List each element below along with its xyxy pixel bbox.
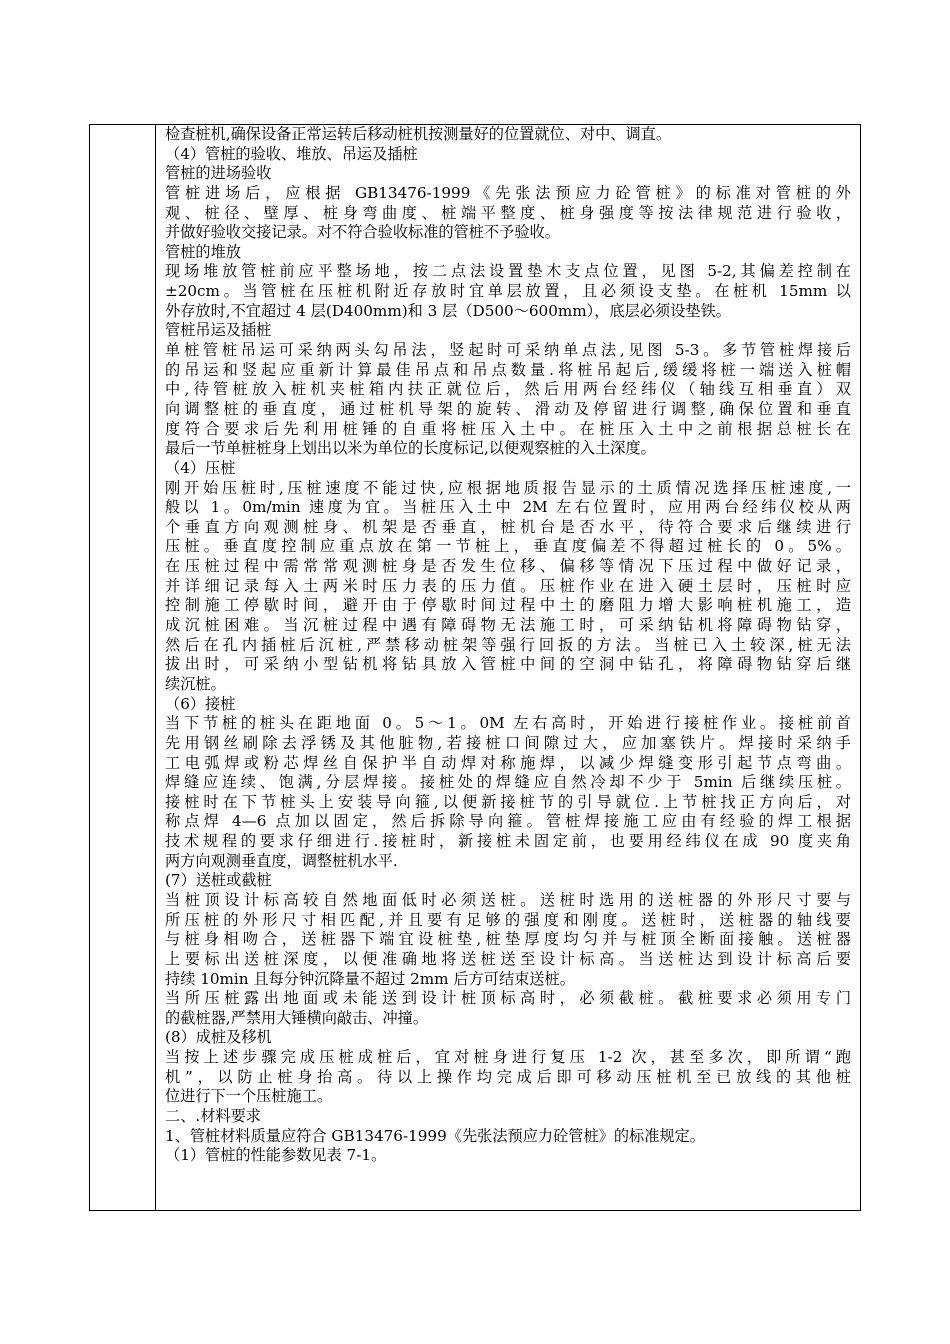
text-line: 在压桩过程中需常常观测桩身是否发生位移、偏移等情况下压过程中做好记录， <box>165 557 851 576</box>
document-table <box>89 124 861 1211</box>
text-line: 然后在孔内插桩后沉桩,严禁移动桩架等强行回扳的方法。当桩已入土较深,桩无法 <box>165 635 851 654</box>
text-line: 并详细记录每入土两米时压力表的压力值。压桩作业在进入硬土层时，压桩时应 <box>165 576 851 595</box>
text-line: 压桩。垂直度控制应重点放在第一节桩上，垂直度偏差不得超过桩长的 0。5%。 <box>165 537 851 556</box>
table-left-column <box>90 125 156 1210</box>
text-line: 单桩管桩吊运可采纳两头勾吊法，竖起时可采纳单点法,见图 5-3。多节管桩焊接后 <box>165 341 851 360</box>
text-line: 向调整桩的垂直度，通过桩机导架的旋转、滑动及停留进行调整,确保位置和垂直 <box>165 399 851 418</box>
text-line: 当桩顶设计标高较自然地面低时必须送桩。送桩时选用的送桩器的外形尺寸要与 <box>165 890 851 909</box>
text-line: 焊缝应连续、饱满,分层焊接。接桩处的焊缝应自然冷却不少于 5min 后继续压桩。 <box>165 773 851 792</box>
text-line: 当下节桩的桩头在距地面 0。5～1。0M 左右高时，开始进行接桩作业。接桩前首 <box>165 714 851 733</box>
text-line: 上要标出送桩深度，以便准确地将送桩送至设计标高。当送桩达到设计标高后要 <box>165 949 851 968</box>
text-line: 般以 1。0m/min 速度为宜。当桩压入土中 2M 左右位置时，应用两台经纬仪校从两 <box>165 498 851 517</box>
text-line: 管桩的进场验收 <box>165 164 272 183</box>
text-line: 机”，以防止桩身抬高。待以上操作均完成后即可移动压桩机至已放线的其他桩 <box>165 1067 851 1086</box>
text-line: 控制施工停歇时间，避开由于停歇时间过程中土的磨阻力增大影响桩机施工，造 <box>165 596 851 615</box>
text-line: 并做好验收交接记录。对不符合验收标准的管桩不予验收。 <box>165 223 560 242</box>
text-line: 的截桩器,严禁用大锤横向敲击、冲撞。 <box>165 1008 429 1027</box>
table-content-cell <box>165 125 851 1210</box>
text-line: 工电弧焊或粉芯焊丝自保护半自动焊对称施焊，以减少焊缝变形引起节点弯曲。 <box>165 753 851 772</box>
text-line: 外存放时,不宜超过 4 层(D400mm)和 3 层（D500～600mm），底层必须设垫铁。 <box>165 301 731 320</box>
text-line: 拔出时，可采纳小型钻机将钻具放入管桩中间的空洞中钻孔，将障碍物钻穿后继 <box>165 655 851 674</box>
text-line: 技术规程的要求仔细进行.接桩时，新接桩未固定前，也要用经纬仪在成 90 度夹角 <box>165 832 851 851</box>
text-line: 的吊运和竖起应重新计算最佳吊点和吊点数量.将桩吊起后,缓缓将桩一端送入桩帽 <box>165 360 851 379</box>
text-line: 现场堆放管桩前应平整场地，按二点法设置垫木支点位置，见图 5-2,其偏差控制在 <box>165 262 851 281</box>
text-line: 管桩进场后，应根据 GB13476-1999《先张法预应力砼管桩》的标准对管桩的外 <box>165 183 851 202</box>
text-line: 观、桩径、壁厚、桩身弯曲度、桩端平整度、桩身强度等按法律规范进行验收， <box>165 203 851 222</box>
text-line: ±20cm。当管桩在压桩机附近存放时宜单层放置，且必须设支垫。在桩机 15mm 以 <box>165 282 851 301</box>
text-line: 持续 10min 且每分钟沉降量不超过 2mm 后方可结束送桩。 <box>165 969 575 988</box>
text-line: 刚开始压桩时,压桩速度不能过快,应根据地质报告显示的土质情况选择压桩速度,一 <box>165 478 851 497</box>
text-line: 续沉桩。 <box>165 674 226 693</box>
text-line: 与桩身相吻合，送桩器下端宜设桩垫,桩垫厚度均匀并与桩顶全断面接触。送桩器 <box>165 930 851 949</box>
text-line: 中,待管桩放入桩机夹桩箱内扶正就位后，然后用两台经纬仪（轴线互相垂直）双 <box>165 380 851 399</box>
text-line: 管桩的堆放 <box>165 242 241 261</box>
text-line: 所压桩的外形尺寸相匹配,并且要有足够的强度和刚度。送桩时，送桩器的轴线要 <box>165 910 851 929</box>
text-line: 称点焊 4—6 点加以固定，然后拆除导向箍。管桩焊接施工应由有经验的焊工根据 <box>165 812 851 831</box>
text-line: 成沉桩困难。当沉桩过程中遇有障碍物无法施工时，可采纳钻机将障碍物钻穿， <box>165 616 851 635</box>
text-line: 1、管桩材料质量应符合 GB13476-1999《先张法预应力砼管桩》的标准规定。 <box>165 1126 705 1145</box>
text-line: 最后一节单桩桩身上划出以米为单位的长度标记,以便观察桩的入土深度。 <box>165 439 656 458</box>
text-line: 检查桩机,确保设备正常运转后移动桩机按测量好的位置就位、对中、调直。 <box>165 125 672 143</box>
text-line: 先用钢丝刷除去浮锈及其他脏物,若接桩口间隙过大，应加塞铁片。焊接时采纳手 <box>165 733 851 752</box>
text-line: 管桩吊运及插桩 <box>165 321 272 340</box>
text-line: 当按上述步骤完成压桩成桩后，宜对桩身进行复压 1-2 次，甚至多次，即所谓“跑 <box>165 1048 851 1067</box>
text-line: (7）送桩或截桩 <box>165 871 272 890</box>
text-line: 二、.材料要求 <box>165 1107 261 1126</box>
text-line: 位进行下一个压桩施工。 <box>165 1087 333 1106</box>
text-line: (8）成桩及移机 <box>165 1028 272 1047</box>
text-line: 当所压桩露出地面或未能送到设计桩顶标高时，必须截桩。截桩要求必须用专门 <box>165 989 851 1008</box>
text-line: （1）管桩的性能参数见表 7-1。 <box>165 1146 387 1165</box>
text-line: （4）管桩的验收、堆放、吊运及插桩 <box>165 144 418 163</box>
text-line: 个垂直方向观测桩身、机架是否垂直，桩机台是否水平，待符合要求后继续进行 <box>165 517 851 536</box>
text-line: （4）压桩 <box>165 458 236 477</box>
text-line: 接桩时在下节桩头上安装导向箍,以便新接桩节的引导就位.上节桩找正方向后，对 <box>165 792 851 811</box>
text-line: （6）接桩 <box>165 694 236 713</box>
text-line: 度符合要求后先利用桩锤的自重将桩压入土中。在桩压入土中之前根据总桩长在 <box>165 419 851 438</box>
text-line: 两方向观测垂直度，调整桩机水平. <box>165 851 398 870</box>
